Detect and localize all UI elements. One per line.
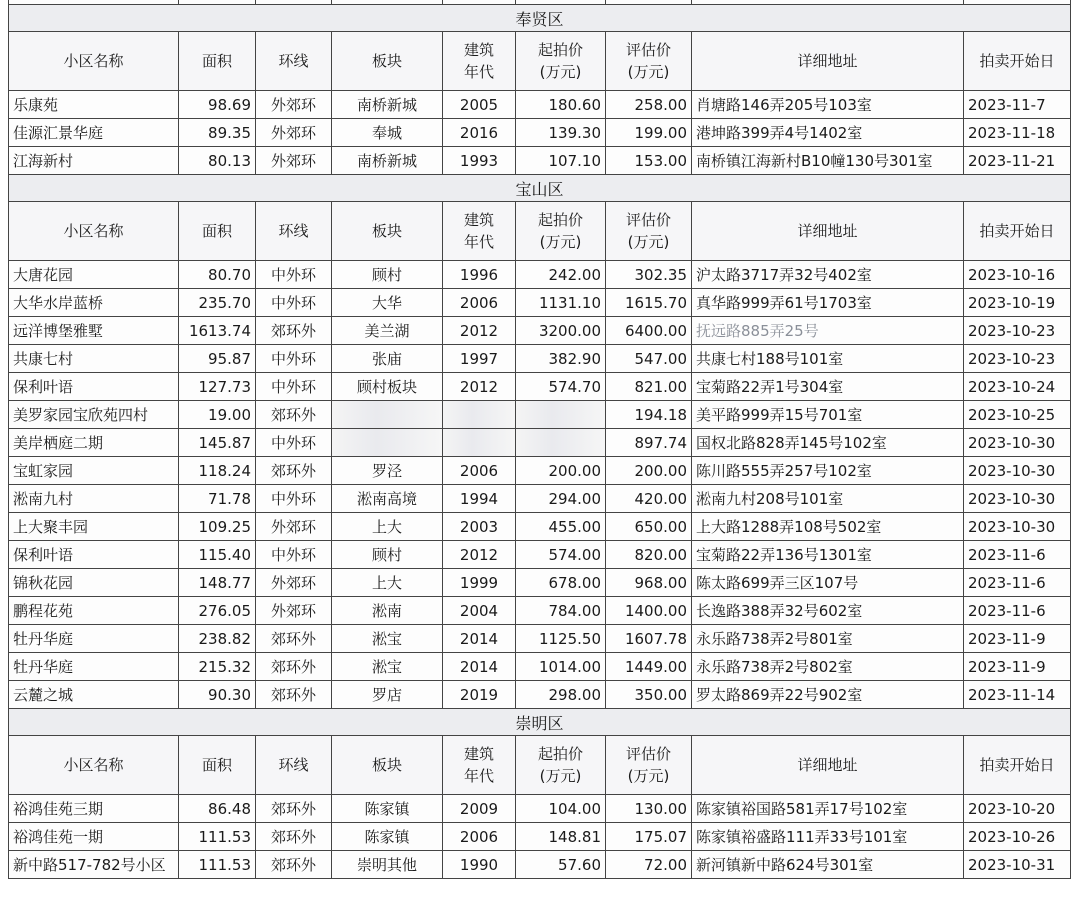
ring-road-cell: 郊环外 [256,653,332,681]
ring-road-cell: 外郊环 [256,513,332,541]
district-heading-row [9,175,1071,202]
appraised-price-cell: 200.00 [606,457,692,485]
starting-price-header: 起拍价 (万元) [516,32,606,91]
community-name-cell: 美岸栖庭二期 [9,429,179,457]
table-row [9,373,1071,401]
starting-price-cell: 678.00 [516,569,606,597]
build-year-cell: 2006 [443,457,516,485]
build-year-cell: 2016 [443,119,516,147]
address-cell: 陈家镇裕国路581弄17号102室 [692,795,964,823]
area-cell: 71.78 [179,485,256,513]
area-cell: 115.40 [179,541,256,569]
starting-price-cell: 107.10 [516,147,606,175]
starting-price-cell: 1131.10 [516,289,606,317]
build-year-cell [443,429,516,457]
community-name-header: 小区名称 [9,736,179,795]
auction-start-date-cell: 2023-10-24 [964,373,1071,401]
auction-listing-sheet [8,0,1070,879]
build-year-cell: 2014 [443,625,516,653]
area-cell: 95.87 [179,345,256,373]
ring-road-cell: 郊环外 [256,625,332,653]
address-cell: 肖塘路146弄205号103室 [692,91,964,119]
sector-cell: 罗泾 [332,457,443,485]
address-cell: 沪太路3717弄32号402室 [692,261,964,289]
auction-start-date-cell: 2023-10-16 [964,261,1071,289]
appraised-price-cell: 820.00 [606,541,692,569]
auction-start-date-cell: 2023-10-30 [964,429,1071,457]
sector-header: 板块 [332,32,443,91]
ring-road-cell: 中外环 [256,261,332,289]
community-name-cell: 云麓之城 [9,681,179,709]
ring-road-cell: 郊环外 [256,401,332,429]
district-name: 奉贤区 [9,5,1071,32]
build-year-cell: 2012 [443,541,516,569]
address-header: 详细地址 [692,202,964,261]
build-year-cell [443,401,516,429]
appraised-price-cell: 547.00 [606,345,692,373]
appraised-price-cell: 968.00 [606,569,692,597]
sector-header: 板块 [332,202,443,261]
appraised-price-cell: 153.00 [606,147,692,175]
table-row [9,317,1071,345]
appraised-price-header: 评估价 (万元) [606,32,692,91]
community-name-cell: 大唐花园 [9,261,179,289]
starting-price-cell: 242.00 [516,261,606,289]
auction-start-date-cell: 2023-10-30 [964,513,1071,541]
community-name-cell: 裕鸿佳苑一期 [9,823,179,851]
appraised-price-header: 评估价 (万元) [606,736,692,795]
column-header-row [9,32,1071,91]
ring-road-cell: 中外环 [256,345,332,373]
address-cell: 陈家镇裕盛路111弄33号101室 [692,823,964,851]
community-name-cell: 淞南九村 [9,485,179,513]
address-cell: 南桥镇江海新村B10幢130号301室 [692,147,964,175]
starting-price-cell: 57.60 [516,851,606,879]
auction-start-date-cell: 2023-11-18 [964,119,1071,147]
ring-road-cell: 中外环 [256,289,332,317]
community-name-cell: 保利叶语 [9,373,179,401]
auction-start-date-cell: 2023-10-20 [964,795,1071,823]
community-name-cell: 远洋博堡雅墅 [9,317,179,345]
area-cell: 276.05 [179,597,256,625]
ring-road-header: 环线 [256,202,332,261]
build-year-cell: 1997 [443,345,516,373]
starting-price-cell: 1125.50 [516,625,606,653]
table-row [9,457,1071,485]
build-year-cell: 1996 [443,261,516,289]
ring-road-cell: 郊环外 [256,681,332,709]
ring-road-cell: 中外环 [256,429,332,457]
starting-price-cell: 1014.00 [516,653,606,681]
ring-road-cell: 外郊环 [256,147,332,175]
build-year-cell: 2004 [443,597,516,625]
appraised-price-cell: 6400.00 [606,317,692,345]
area-cell: 127.73 [179,373,256,401]
table-row [9,119,1071,147]
area-cell: 86.48 [179,795,256,823]
table-row [9,795,1071,823]
auction-start-date-cell: 2023-10-30 [964,457,1071,485]
ring-road-header: 环线 [256,736,332,795]
table-row [9,261,1071,289]
sector-cell: 顾村 [332,261,443,289]
area-cell: 90.30 [179,681,256,709]
sector-cell: 淞宝 [332,653,443,681]
sector-cell: 上大 [332,569,443,597]
appraised-price-cell: 130.00 [606,795,692,823]
area-cell: 109.25 [179,513,256,541]
auction-start-date-cell: 2023-10-19 [964,289,1071,317]
auction-start-date-cell: 2023-11-14 [964,681,1071,709]
ring-road-cell: 外郊环 [256,597,332,625]
auction-start-date-cell: 2023-11-6 [964,569,1071,597]
build-year-header: 建筑 年代 [443,32,516,91]
area-cell: 80.13 [179,147,256,175]
sector-cell: 淞南高境 [332,485,443,513]
community-name-cell: 乐康苑 [9,91,179,119]
build-year-cell: 2006 [443,823,516,851]
sector-cell: 淞南 [332,597,443,625]
area-cell: 1613.74 [179,317,256,345]
auction-start-date-cell: 2023-10-25 [964,401,1071,429]
sector-cell: 上大 [332,513,443,541]
area-cell: 19.00 [179,401,256,429]
table-row [9,429,1071,457]
build-year-cell: 1990 [443,851,516,879]
ring-road-cell: 中外环 [256,373,332,401]
ring-road-cell: 外郊环 [256,91,332,119]
sector-cell: 淞宝 [332,625,443,653]
table-row [9,147,1071,175]
auction-start-date-header: 拍卖开始日 [964,32,1071,91]
build-year-cell: 1993 [443,147,516,175]
area-cell: 111.53 [179,851,256,879]
build-year-cell: 2003 [443,513,516,541]
auction-start-date-cell: 2023-11-9 [964,653,1071,681]
sector-cell: 大华 [332,289,443,317]
appraised-price-cell: 302.35 [606,261,692,289]
community-name-cell: 牡丹华庭 [9,625,179,653]
auction-start-date-cell: 2023-11-6 [964,597,1071,625]
starting-price-cell: 298.00 [516,681,606,709]
appraised-price-header: 评估价 (万元) [606,202,692,261]
auction-start-date-cell: 2023-10-23 [964,317,1071,345]
sector-cell: 顾村 [332,541,443,569]
ring-road-cell: 郊环外 [256,317,332,345]
starting-price-cell: 200.00 [516,457,606,485]
ring-road-cell: 郊环外 [256,457,332,485]
table-row [9,345,1071,373]
starting-price-cell: 104.00 [516,795,606,823]
area-cell: 98.69 [179,91,256,119]
area-header: 面积 [179,736,256,795]
address-cell: 永乐路738弄2号801室 [692,625,964,653]
build-year-header: 建筑 年代 [443,202,516,261]
address-cell: 港坤路399弄4号1402室 [692,119,964,147]
district-name: 宝山区 [9,175,1071,202]
ring-road-cell: 中外环 [256,541,332,569]
appraised-price-cell: 1449.00 [606,653,692,681]
auction-start-date-cell: 2023-11-7 [964,91,1071,119]
ring-road-header: 环线 [256,32,332,91]
address-cell: 宝菊路22弄136号1301室 [692,541,964,569]
appraised-price-cell: 897.74 [606,429,692,457]
auction-start-date-cell: 2023-11-6 [964,541,1071,569]
community-name-header: 小区名称 [9,202,179,261]
district-heading-row [9,709,1071,736]
sector-cell: 奉城 [332,119,443,147]
area-header: 面积 [179,32,256,91]
community-name-cell: 锦秋花园 [9,569,179,597]
appraised-price-cell: 1615.70 [606,289,692,317]
address-cell: 淞南九村208号101室 [692,485,964,513]
address-header: 详细地址 [692,736,964,795]
address-header: 详细地址 [692,32,964,91]
appraised-price-cell: 821.00 [606,373,692,401]
auction-start-date-header: 拍卖开始日 [964,202,1071,261]
community-name-cell: 江海新村 [9,147,179,175]
community-name-cell: 美罗家园宝欣苑四村 [9,401,179,429]
auction-table [8,0,1071,879]
appraised-price-cell: 420.00 [606,485,692,513]
community-name-cell: 新中路517-782号小区 [9,851,179,879]
auction-start-date-cell: 2023-10-26 [964,823,1071,851]
community-name-cell: 大华水岸蓝桥 [9,289,179,317]
district-name: 崇明区 [9,709,1071,736]
column-header-row [9,736,1071,795]
starting-price-cell [516,429,606,457]
appraised-price-cell: 258.00 [606,91,692,119]
table-row [9,597,1071,625]
area-cell: 145.87 [179,429,256,457]
table-row [9,401,1071,429]
table-row [9,485,1071,513]
build-year-cell: 2009 [443,795,516,823]
community-name-cell: 保利叶语 [9,541,179,569]
table-row [9,625,1071,653]
starting-price-cell: 382.90 [516,345,606,373]
table-row [9,513,1071,541]
table-row [9,681,1071,709]
auction-start-date-cell: 2023-10-23 [964,345,1071,373]
sector-cell: 陈家镇 [332,823,443,851]
appraised-price-cell: 175.07 [606,823,692,851]
appraised-price-cell: 72.00 [606,851,692,879]
ring-road-cell: 中外环 [256,485,332,513]
community-name-cell: 佳源汇景华庭 [9,119,179,147]
community-name-cell: 上大聚丰园 [9,513,179,541]
address-cell: 上大路1288弄108号502室 [692,513,964,541]
community-name-cell: 鹏程花苑 [9,597,179,625]
sector-cell [332,401,443,429]
area-cell: 118.24 [179,457,256,485]
address-cell: 抚远路885弄25号 [692,317,964,345]
sector-header: 板块 [332,736,443,795]
sector-cell: 美兰湖 [332,317,443,345]
starting-price-cell: 180.60 [516,91,606,119]
table-row [9,653,1071,681]
table-row [9,823,1071,851]
area-cell: 80.70 [179,261,256,289]
starting-price-cell: 139.30 [516,119,606,147]
sector-cell: 崇明其他 [332,851,443,879]
build-year-cell: 2014 [443,653,516,681]
build-year-cell: 2019 [443,681,516,709]
sector-cell: 南桥新城 [332,147,443,175]
address-cell: 罗太路869弄22号902室 [692,681,964,709]
build-year-cell: 2006 [443,289,516,317]
area-cell: 235.70 [179,289,256,317]
appraised-price-cell: 194.18 [606,401,692,429]
starting-price-header: 起拍价 (万元) [516,202,606,261]
address-cell: 国权北路828弄145号102室 [692,429,964,457]
ring-road-cell: 郊环外 [256,795,332,823]
build-year-cell: 1999 [443,569,516,597]
sector-cell: 南桥新城 [332,91,443,119]
starting-price-cell: 148.81 [516,823,606,851]
starting-price-cell [516,401,606,429]
table-row [9,289,1071,317]
auction-start-date-cell: 2023-11-21 [964,147,1071,175]
starting-price-cell: 574.70 [516,373,606,401]
area-cell: 148.77 [179,569,256,597]
appraised-price-cell: 199.00 [606,119,692,147]
column-header-row [9,202,1071,261]
address-cell: 真华路999弄61号1703室 [692,289,964,317]
address-cell: 美平路999弄15号701室 [692,401,964,429]
starting-price-cell: 294.00 [516,485,606,513]
area-cell: 238.82 [179,625,256,653]
starting-price-cell: 3200.00 [516,317,606,345]
address-cell: 新河镇新中路624号301室 [692,851,964,879]
sector-cell [332,429,443,457]
build-year-cell: 1994 [443,485,516,513]
appraised-price-cell: 1400.00 [606,597,692,625]
community-name-cell: 牡丹华庭 [9,653,179,681]
starting-price-header: 起拍价 (万元) [516,736,606,795]
starting-price-cell: 574.00 [516,541,606,569]
starting-price-cell: 784.00 [516,597,606,625]
area-cell: 215.32 [179,653,256,681]
auction-start-date-cell: 2023-10-31 [964,851,1071,879]
table-row [9,569,1071,597]
community-name-cell: 裕鸿佳苑三期 [9,795,179,823]
auction-start-date-cell: 2023-11-9 [964,625,1071,653]
community-name-cell: 共康七村 [9,345,179,373]
address-cell: 长逸路388弄32号602室 [692,597,964,625]
build-year-cell: 2012 [443,373,516,401]
table-row [9,541,1071,569]
sector-cell: 顾村板块 [332,373,443,401]
ring-road-cell: 外郊环 [256,569,332,597]
address-cell: 陈太路699弄三区107号 [692,569,964,597]
address-cell: 共康七村188号101室 [692,345,964,373]
address-cell: 永乐路738弄2号802室 [692,653,964,681]
table-row [9,91,1071,119]
area-header: 面积 [179,202,256,261]
ring-road-cell: 外郊环 [256,119,332,147]
auction-start-date-cell: 2023-10-30 [964,485,1071,513]
ring-road-cell: 郊环外 [256,823,332,851]
district-heading-row [9,5,1071,32]
area-cell: 111.53 [179,823,256,851]
appraised-price-cell: 350.00 [606,681,692,709]
starting-price-cell: 455.00 [516,513,606,541]
appraised-price-cell: 650.00 [606,513,692,541]
ring-road-cell: 郊环外 [256,851,332,879]
sector-cell: 陈家镇 [332,795,443,823]
sector-cell: 罗店 [332,681,443,709]
build-year-cell: 2005 [443,91,516,119]
auction-start-date-header: 拍卖开始日 [964,736,1071,795]
address-cell: 陈川路555弄257号102室 [692,457,964,485]
build-year-cell: 2012 [443,317,516,345]
area-cell: 89.35 [179,119,256,147]
build-year-header: 建筑 年代 [443,736,516,795]
community-name-cell: 宝虹家园 [9,457,179,485]
address-cell: 宝菊路22弄1号304室 [692,373,964,401]
community-name-header: 小区名称 [9,32,179,91]
appraised-price-cell: 1607.78 [606,625,692,653]
table-row [9,851,1071,879]
sector-cell: 张庙 [332,345,443,373]
